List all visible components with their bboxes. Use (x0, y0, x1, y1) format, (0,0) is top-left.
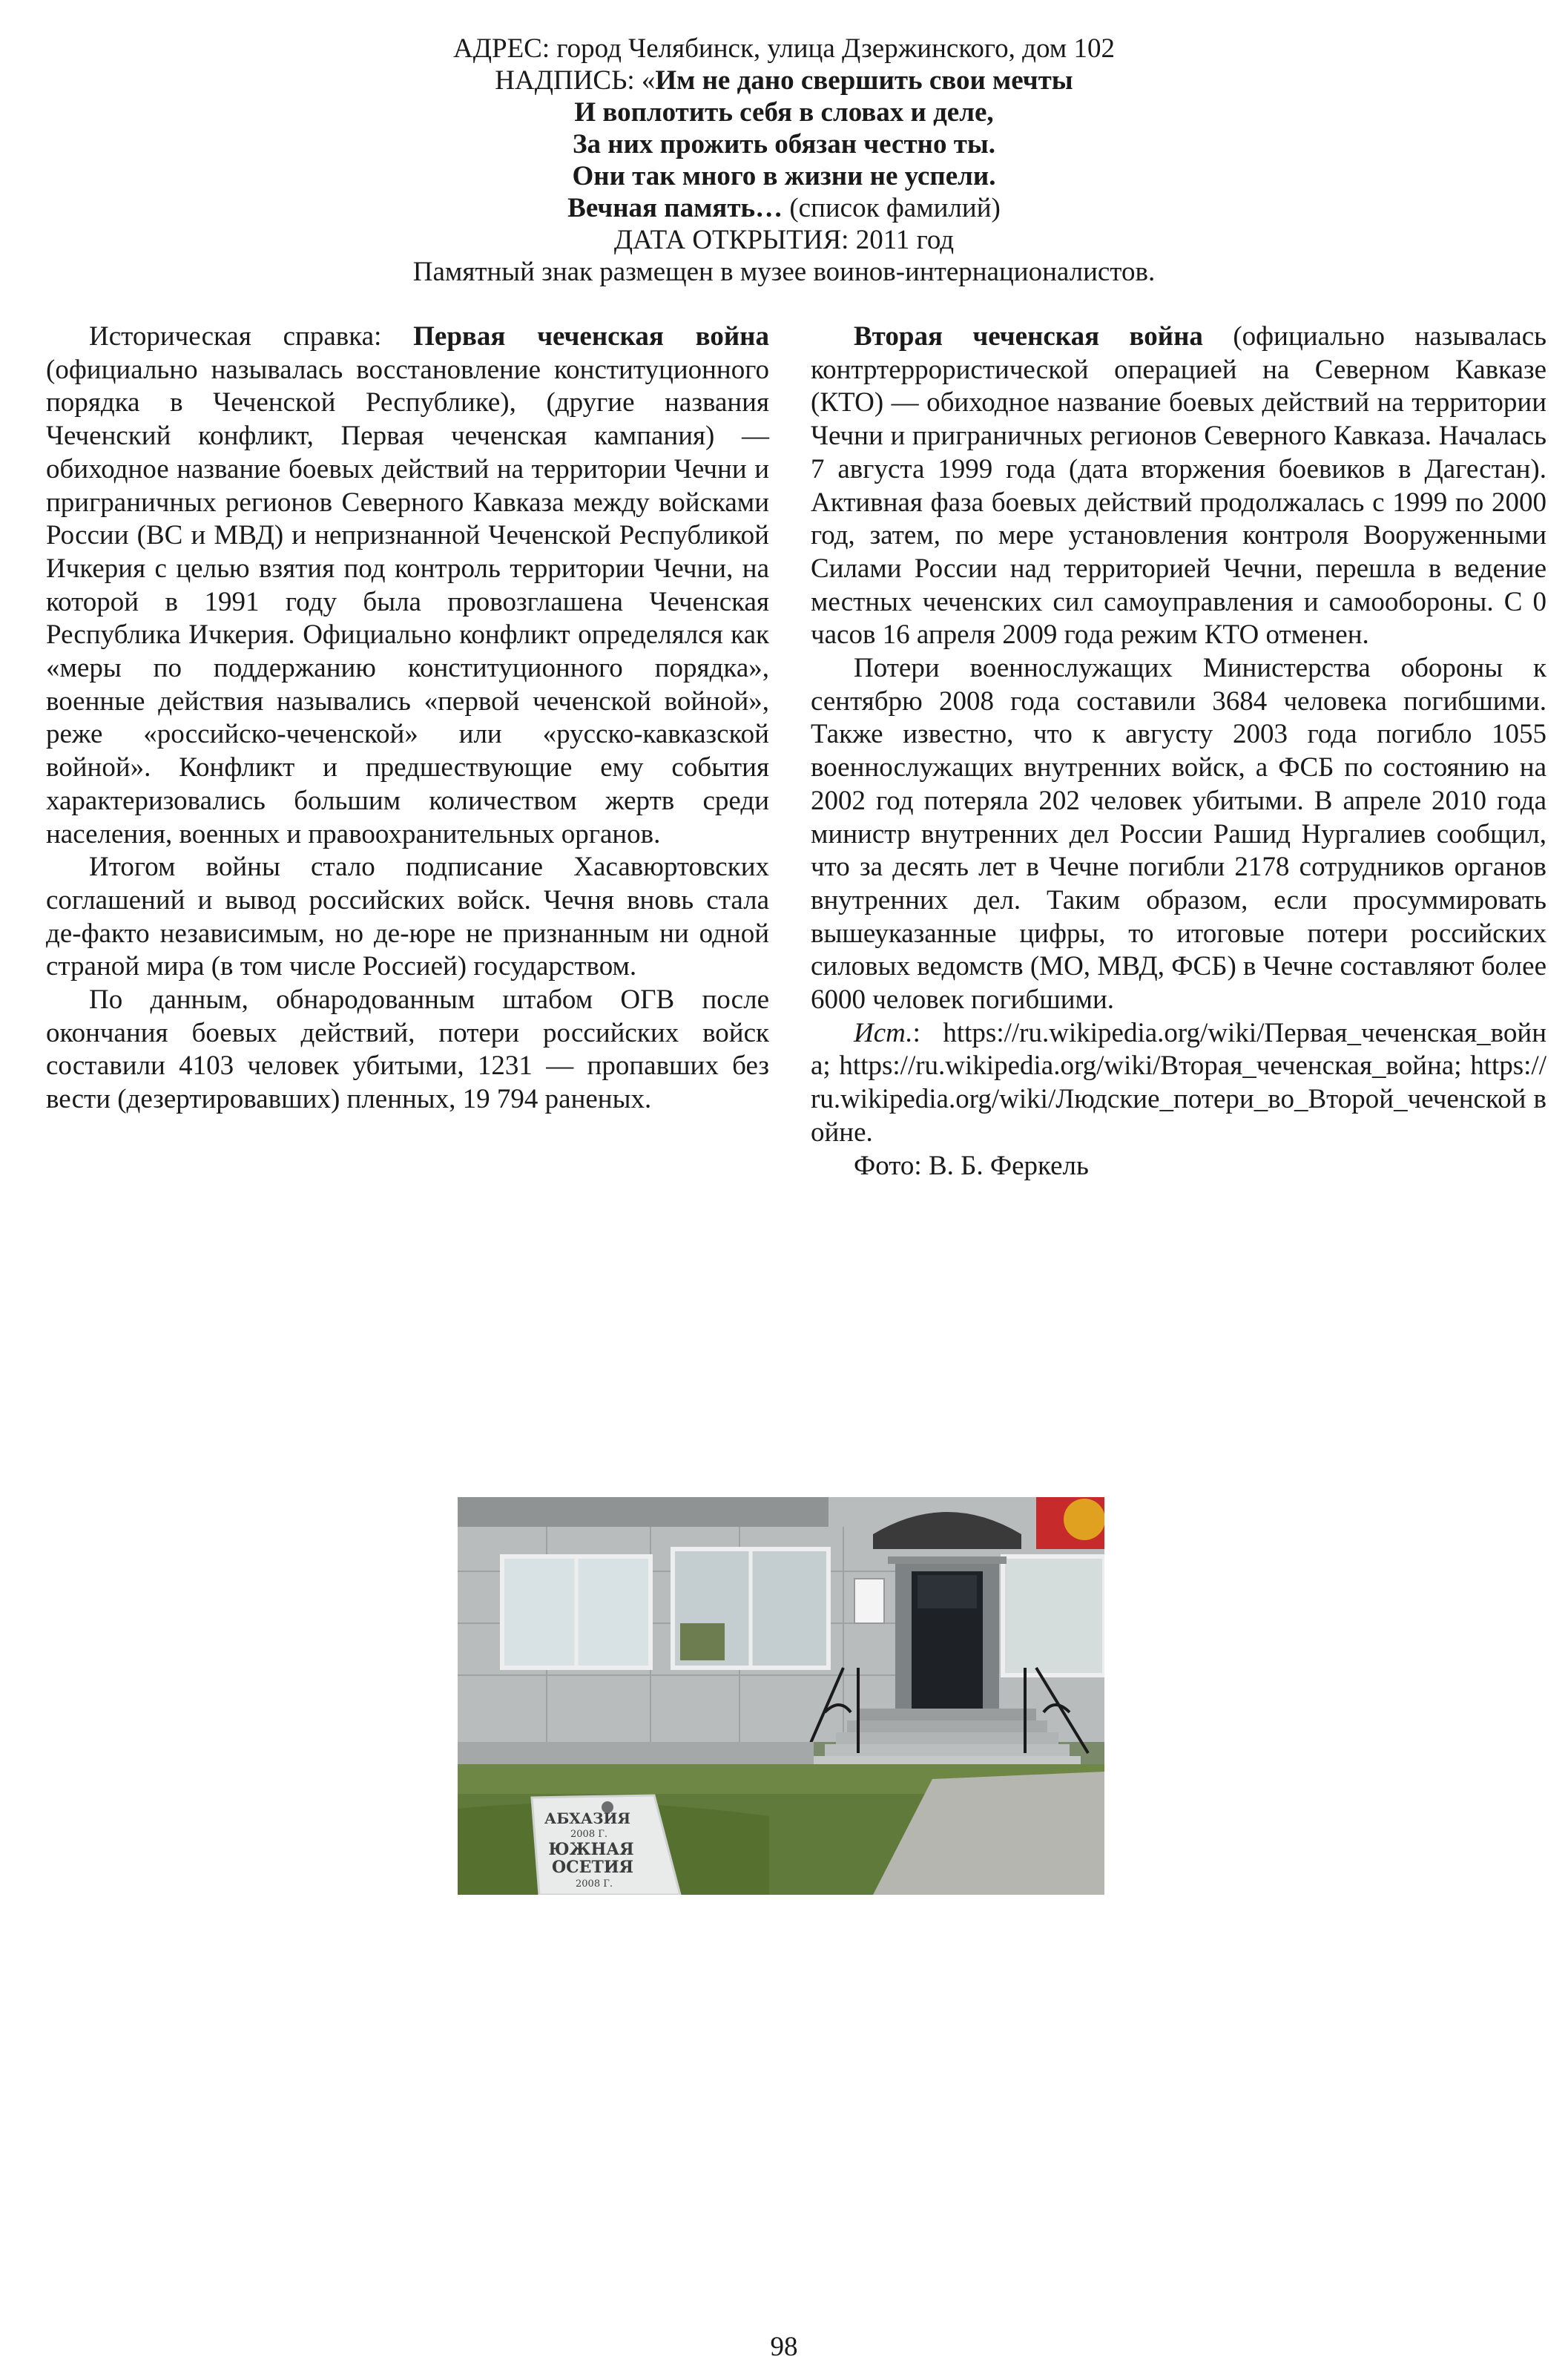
page-number: 98 (770, 2332, 798, 2362)
first-war-description: (официально называлась восстановление конституционного порядка в Чеченской Республике), (другие названия Чеченский конфликт, Первая чеченская кампания) — обиходное название боевых действий на территории Чечни и приграничных регионов Северного Кавказа между войсками России (ВС и МВД) и непризнанной Чеченской Республикой Ичкерия с целью взятия под контроль территории Чечни, на которой в 1991 году была провозглашена Чеченская Республика Ичкерия. Официально конфликт определялся как «меры по поддержанию конституционного порядка», военные действия назывались «первой чеченской войной», реже «российско-чеченской» или «русско-кавказской войной». Конфликт и предшествующие ему события характеризовались большим количеством жертв среди населения, военных и правоохранительных органов. (46, 354, 769, 849)
right-window (1003, 1556, 1104, 1675)
inscription-verse-1: Им не дано свершить свои мечты (655, 65, 1073, 96)
second-war-losses-paragraph: Потери военнослужащих Министерства обороны к сентябрю 2008 года составили 3684 человека погибшими. Также известно, что к августу 2003 года погибло 1055 военнослужащих внутренних войск, а ФСБ по состоянию на 2002 год потеряла 202 человек убитыми. В апреле 2010 года министр внутренних дел России Рашид Нургалиев сообщил, что за десять лет в Чечне погибли 2178 сотрудников органов внутренних дел. Таким образом, если просуммировать вышеуказанные цифры, то итоговые потери российских силовых ведомств (МО, МВД, ФСБ) в Чечне составляют более 6000 человек погибшими. (811, 653, 1546, 1016)
right-text-column (811, 320, 1546, 1183)
second-war-description: (официально называлась контртеррористической операцией на Северном Кавказе (КТО) — обиходное название боевых действий на территории Чечни и приграничных регионов Северного Кавказа. Началась 7 августа 1999 года (дата вторжения боевиков в Дагестан). Активная фаза боевых действий продолжалась с 1999 по 2000 год, затем, по мере установления контроля Вооруженными Силами России над территорией Чечни, перешла в ведение местных чеченских сил самоуправления и самообороны. С 0 часов 16 апреля 2009 года режим КТО отменен. (811, 321, 1546, 651)
historical-note-lead: Историческая справка: (89, 321, 414, 352)
memorial-info-header (0, 33, 1568, 288)
sources-label: Ист. (854, 1017, 913, 1048)
plaque-line-5: 2008 Г. (576, 1878, 613, 1890)
inscription-verse-4: Они так много в жизни не успели. (572, 161, 996, 191)
sign-emblem (1064, 1499, 1104, 1540)
inscription-verse-2: И воплотить себя в словах и деле, (574, 97, 994, 128)
second-war-paragraph (811, 320, 1546, 652)
second-war-term: Вторая чеченская война (854, 321, 1203, 352)
inscription-tail: (список фамилий) (783, 193, 1001, 223)
inscription-line-3 (0, 128, 1568, 160)
memorial-photo (458, 1497, 1104, 1895)
opening-date-line: ДАТА ОТКРЫТИЯ: 2011 год (613, 225, 955, 255)
memorial-photo-illustration (458, 1497, 1104, 1895)
plaque-line-2: 2008 Г. (570, 1829, 607, 1840)
address-line: АДРЕС: город Челябинск, улица Дзержинского, дом 102 (453, 33, 1115, 64)
sources-paragraph (811, 1017, 1546, 1150)
inscription-verse-5: Вечная память… (567, 193, 783, 223)
first-war-paragraph (46, 320, 769, 851)
door-sign (854, 1579, 884, 1623)
first-war-losses-paragraph: По данным, обнародованным штабом ОГВ после окончания боевых действий, потери российских войск составили 4103 человек убитыми, 1231 — пропавших без вести (дезертировавших) пленных, 19 794 раненых. (46, 984, 769, 1115)
building-plinth (458, 1742, 814, 1764)
war-outcome-paragraph: Итогом войны стало подписание Хасавюртовских соглашений и вывод российских войск. Чечня вновь стала де-факто независимым, но де-юре не признанным ни одной страной мира (в том числе Россией) государством. (46, 852, 769, 982)
plaque-line-1: АБХАЗИЯ (544, 1809, 631, 1827)
inscription-line-5 (0, 192, 1568, 224)
inscription-verse-3: За них прожить обязан честно ты. (572, 129, 996, 160)
inscription-line-2 (0, 96, 1568, 128)
first-war-term: Первая чеченская война (413, 321, 769, 352)
plaque-line-3: ЮЖНАЯ (548, 1840, 634, 1859)
photo-credit: Фото: В. Б. Феркель (854, 1150, 1089, 1181)
inscription-line-4 (0, 160, 1568, 192)
plaque-line-4: ОСЕТИЯ (552, 1858, 633, 1877)
placement-line: Памятный знак размещен в музее воинов-интернационалистов. (412, 257, 1156, 287)
window-plant (680, 1623, 725, 1660)
inscription-label: НАДПИСЬ: « (495, 65, 656, 96)
facade-cornice (458, 1497, 829, 1527)
inscription-first-line (0, 65, 1568, 96)
left-text-column (46, 320, 769, 1117)
sources-links: : https://ru.wikipedia.org/wiki/Первая_чеченская_война; https://ru.wikipedia.org/wiki/Вторая_чеченская_война; https://ru.wikipedia.org/wiki/Людские_потери_во_Второй_чеченской войне. (811, 1017, 1546, 1148)
